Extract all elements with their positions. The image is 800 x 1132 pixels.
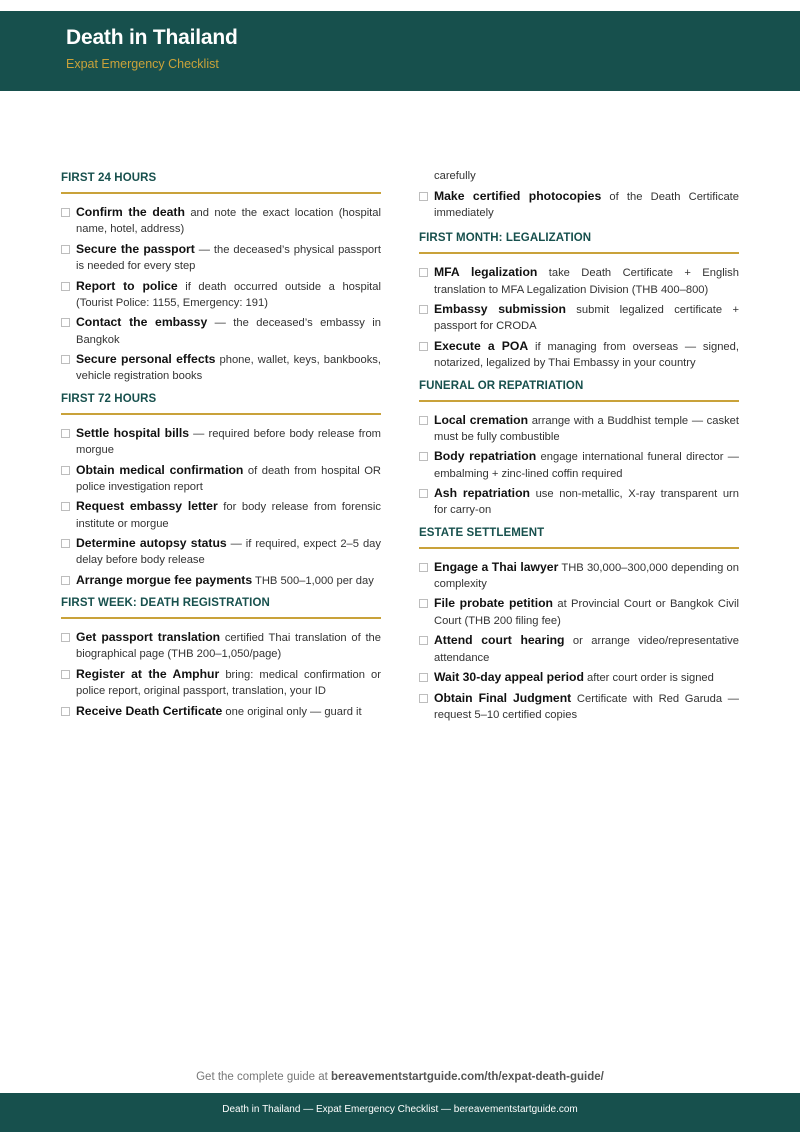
section-heading: ESTATE SETTLEMENT [419, 525, 739, 549]
section-heading: FUNERAL OR REPATRIATION [419, 378, 739, 402]
item-title: Register at the Amphur [76, 666, 220, 681]
checkbox[interactable] [61, 282, 70, 291]
checkbox[interactable] [419, 563, 428, 572]
checklist-item [61, 498, 381, 532]
item-description: at Provincial Court or Bangkok Civil Court (THB 200 filing fee) [434, 598, 739, 627]
item-title: Arrange morgue fee payments [76, 572, 253, 587]
item-title: Settle hospital bills [76, 425, 190, 440]
checkbox[interactable] [61, 245, 70, 254]
item-description: take Death Certificate + English translation to MFA Legalization Division (THB 400–800) [434, 267, 739, 296]
checklist-section [61, 170, 381, 385]
item-title: Ash repatriation [434, 486, 530, 501]
item-description: — the deceased’s physical passport is needed for every step [76, 243, 381, 273]
checklist-item [61, 572, 381, 589]
checklist-item [61, 278, 381, 312]
checkbox[interactable] [419, 416, 428, 425]
item-description: phone, wallet, keys, bankbooks, vehicle registration books [76, 354, 381, 383]
item-title: Attend court hearing [434, 633, 565, 648]
item-description: after court order is signed [583, 672, 714, 685]
checkbox[interactable] [61, 576, 70, 585]
item-description: use non-metallic, X-ray transparent urn for carry-on [434, 488, 739, 517]
checklist-item [419, 448, 739, 482]
right-column [419, 170, 739, 729]
item-title: Confirm the death [76, 205, 185, 219]
checkbox[interactable] [61, 670, 70, 679]
item-title: Make certified photocopies [434, 188, 602, 203]
checklist-item [61, 535, 381, 569]
checklist-item [61, 314, 381, 348]
checklist-item [419, 632, 739, 666]
checklist-section [419, 378, 739, 519]
item-title: Contact the embassy [76, 315, 208, 330]
section-heading: FIRST WEEK: DEATH REGISTRATION [61, 595, 381, 619]
item-description: — required before body release from morgue [76, 427, 381, 457]
checkbox[interactable] [61, 208, 70, 217]
checkbox[interactable] [419, 192, 428, 201]
item-description: arrange with a Buddhist temple — casket must be fully combustible [434, 414, 740, 443]
checklist-item [61, 629, 381, 663]
left-column [61, 170, 381, 726]
item-description: or arrange video/representative attendance [434, 635, 739, 664]
checkbox[interactable] [419, 342, 428, 351]
checkbox[interactable] [61, 707, 70, 716]
item-description: certified Thai translation of the biographical page (THB 200–1,050/page) [76, 632, 381, 661]
footer-text: Death in Thailand — Expat Emergency Checklist — bereavementstartguide.com [222, 1104, 578, 1115]
section-heading: FIRST 24 HOURS [61, 170, 381, 194]
item-title: Embassy submission [434, 302, 566, 317]
guide-link[interactable]: bereavementstartguide.com/th/expat-death-guide/ [331, 1071, 604, 1083]
checkbox[interactable] [61, 502, 70, 511]
checkbox[interactable] [419, 268, 428, 277]
checkbox[interactable] [61, 429, 70, 438]
item-title: Get passport translation [76, 630, 221, 645]
checklist-item [61, 351, 381, 385]
guide-link-text [0, 1071, 800, 1083]
item-description: if death occurred outside a hospital (Tourist Police: 1155, Emergency: 191) [76, 280, 382, 309]
item-title: Report to police [76, 278, 178, 293]
checkbox[interactable] [419, 694, 428, 703]
checkbox[interactable] [61, 355, 70, 364]
checkbox[interactable] [419, 636, 428, 645]
checklist-section [61, 391, 381, 589]
checkbox[interactable] [419, 452, 428, 461]
item-description: engage international funeral director — embalming + zinc-lined coffin required [434, 451, 739, 480]
checkbox[interactable] [419, 305, 428, 314]
checklist-item [419, 669, 739, 686]
checklist-item [419, 595, 739, 629]
item-title: Determine autopsy status [76, 536, 227, 551]
item-title: Secure the passport [76, 241, 195, 256]
checklist-item [419, 338, 739, 372]
checklist-item [61, 241, 381, 275]
item-title: Receive Death Certificate [76, 703, 223, 718]
item-description: submit legalized certificate + passport for CRODA [434, 304, 739, 333]
item-title: Obtain Final Judgment [434, 690, 572, 705]
item-title: Obtain medical confirmation [76, 462, 244, 477]
checklist-item [61, 703, 381, 720]
checklist-section [61, 595, 381, 720]
item-description: THB 500–1,000 per day [252, 574, 374, 587]
checkbox[interactable] [419, 673, 428, 682]
page-header [0, 11, 800, 91]
checkbox[interactable] [419, 489, 428, 498]
top-margin [0, 0, 800, 11]
page-footer [0, 1093, 800, 1132]
section-heading: FIRST 72 HOURS [61, 391, 381, 415]
item-description: THB 30,000–300,000 depending on complexity [434, 561, 740, 590]
section-heading: FIRST MONTH: LEGALIZATION [419, 230, 739, 254]
item-description: of the Death Certificate immediately [434, 190, 739, 220]
item-title: File probate petition [434, 596, 553, 611]
checklist-section [419, 525, 739, 723]
page-title: Death in Thailand [66, 26, 238, 49]
item-description: and note the exact location (hospital name, hotel, address) [76, 207, 381, 236]
item-title: Local cremation [434, 412, 529, 427]
item-title: Body repatriation [434, 449, 537, 464]
checklist-item [419, 485, 739, 519]
item-title: Engage a Thai lawyer [434, 559, 559, 574]
checklist-item [419, 412, 739, 446]
checklist-item [419, 188, 739, 222]
item-description: bring: medical confirmation or police report, original passport, translation, your ID [76, 668, 381, 698]
item-description: one original only — guard it [222, 705, 362, 718]
checklist-item [61, 666, 381, 700]
item-title: Request embassy letter [76, 499, 218, 514]
item-description: of death from hospital OR police investigation report [76, 464, 381, 493]
item-title: Secure personal effects [76, 352, 216, 367]
checklist-item [419, 301, 739, 335]
checkbox[interactable] [61, 633, 70, 642]
item-title: Wait 30-day appeal period [434, 670, 584, 685]
checklist-item [61, 462, 381, 496]
cta-prefix: Get the complete guide at [196, 1071, 331, 1083]
item-description: for body release from forensic institute or morgue [76, 501, 381, 530]
item-description: — the deceased’s embassy in Bangkok [76, 317, 381, 346]
item-description: Certificate with Red Garuda — request 5–10 certified copies [434, 692, 739, 721]
checkbox[interactable] [61, 466, 70, 475]
checklist-item [61, 425, 381, 459]
item-title: Execute a POA [434, 338, 529, 353]
checkbox[interactable] [419, 599, 428, 608]
page-subtitle: Expat Emergency Checklist [66, 57, 219, 71]
checklist-item [419, 690, 739, 724]
item-title: MFA legalization [434, 265, 538, 280]
item-description: if managing from overseas — signed, notarized, legalized by Thai Embassy in your country [434, 340, 739, 370]
checklist-item [419, 264, 739, 298]
continuation-text: carefully [434, 170, 476, 182]
checkbox[interactable] [61, 318, 70, 327]
checkbox[interactable] [61, 539, 70, 548]
checklist-section [419, 230, 739, 371]
checklist-item [61, 204, 381, 238]
item-description: — if required, expect 2–5 day delay before body release [76, 538, 381, 567]
checklist-item [419, 559, 739, 593]
